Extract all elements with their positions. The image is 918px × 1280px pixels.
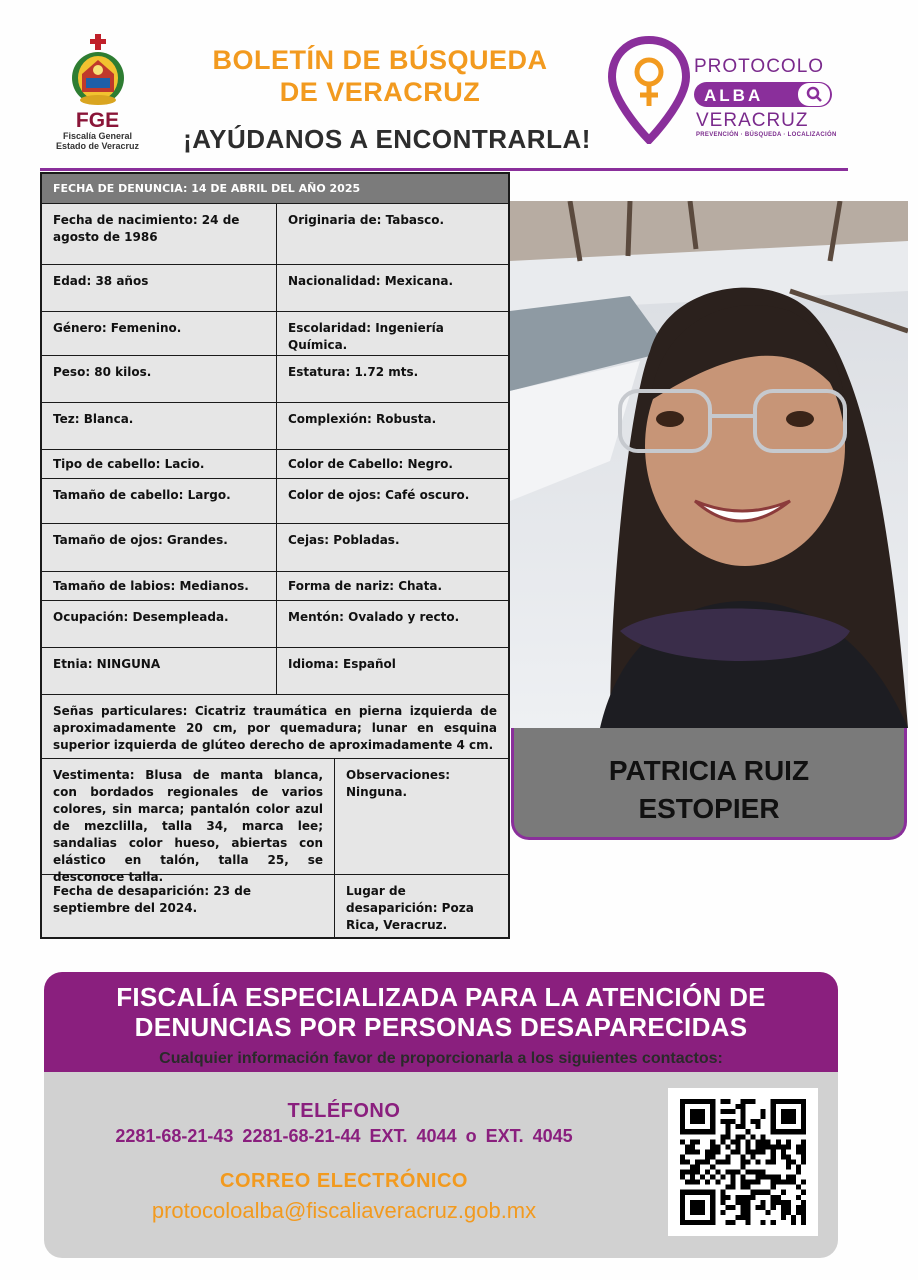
nationality-cell: Nacionalidad: Mexicana. — [288, 274, 454, 288]
table-row — [42, 695, 508, 759]
alba-protocolo-text: PROTOCOLO — [694, 56, 825, 77]
occupation-cell: Ocupación: Desempleada. — [42, 601, 277, 647]
table-row — [42, 265, 508, 312]
table-row — [42, 875, 508, 937]
alba-veracruz-text: VERACRUZ — [696, 110, 809, 131]
birth-date-cell: Fecha de nacimiento: 24 de agosto de 1986 — [42, 204, 277, 264]
missing-person-photo — [510, 201, 908, 728]
eyebrows-cell: Cejas: Pobladas. — [288, 533, 400, 547]
table-row — [42, 648, 508, 695]
skin-tone-cell: Tez: Blanca. — [42, 403, 277, 449]
person-name-box — [511, 728, 907, 840]
table-row — [42, 572, 508, 601]
lip-size-cell: Tamaño de labios: Medianos. — [42, 572, 277, 600]
agency-name-line-1: FISCALÍA ESPECIALIZADA PARA LA ATENCIÓN DE — [116, 982, 766, 1012]
qr-code[interactable] — [668, 1088, 818, 1236]
fge-name-line-2: Estado de Veracruz — [55, 141, 140, 151]
bulletin-title-line-1: BOLETÍN DE BÚSQUEDA — [212, 45, 548, 75]
education-cell: Escolaridad: Ingeniería Química. — [288, 321, 444, 352]
disappearance-place-cell: Lugar de desaparición: Poza Rica, Veracruz. — [346, 884, 474, 932]
report-date-header: FECHA DE DENUNCIA: 14 DE ABRIL DEL AÑO 2025 — [42, 174, 508, 204]
fge-name-line-1: Fiscalía General — [62, 131, 133, 141]
build-cell: Complexión: Robusta. — [288, 412, 437, 426]
table-row — [42, 450, 508, 479]
person-name-line-2: ESTOPIER — [638, 793, 780, 824]
eye-size-cell: Tamaño de ojos: Grandes. — [42, 524, 277, 571]
alba-tagline: PREVENCIÓN · BÚSQUEDA · LOCALIZACIÓN — [696, 132, 837, 138]
table-row — [42, 403, 508, 450]
bulletin-title — [160, 44, 600, 108]
hair-color-cell: Color de Cabello: Negro. — [288, 457, 453, 471]
table-row — [42, 759, 508, 884]
person-name-line-1: PATRICIA RUIZ — [608, 755, 810, 786]
search-icon — [798, 83, 830, 106]
qr-code-icon — [680, 1098, 806, 1226]
veracruz-coat-of-arms-icon — [70, 34, 126, 106]
hair-type-cell: Tipo de cabello: Lacio. — [42, 450, 277, 478]
protocolo-alba-logo — [608, 36, 848, 146]
fge-abbreviation: FGE — [75, 109, 120, 132]
person-details-table — [40, 172, 510, 939]
eye-color-cell: Color de ojos: Café oscuro. — [288, 488, 470, 502]
fge-logo — [50, 34, 145, 151]
phone-label: TELÉFONO — [287, 1100, 401, 1122]
gender-cell: Género: Femenino. — [42, 312, 277, 355]
alba-word: ALBA — [704, 86, 764, 105]
table-row — [42, 524, 508, 572]
portrait-illustration — [510, 201, 908, 728]
contact-instructions: Cualquier información favor de proporcionarla a los siguientes contactos: — [159, 1050, 723, 1067]
weight-cell: Peso: 80 kilos. — [42, 356, 277, 402]
alba-search-badge — [798, 83, 830, 106]
hair-length-cell: Tamaño de cabello: Largo. — [42, 479, 277, 523]
bulletin-subtitle: ¡AYÚDANOS A ENCONTRARLA! — [183, 124, 591, 154]
agency-name-line-2: DENUNCIAS POR PERSONAS DESAPARECIDAS — [134, 1012, 748, 1042]
clothing-cell: Vestimenta: Blusa de manta blanca, con bordados regionales de varios colores, sin marca; pantalón color azul de mezclilla, talla 34, marca lee; sandalias color hueso, abiertas con elástico en talón, talla 25, se desconoce talla. — [42, 759, 335, 874]
table-row — [42, 204, 508, 265]
table-row — [42, 312, 508, 356]
nose-shape-cell: Forma de nariz: Chata. — [288, 579, 443, 593]
language-cell: Idioma: Español — [288, 657, 396, 671]
observations-cell: Observaciones: Ninguna. — [346, 768, 451, 799]
origin-cell: Originaria de: Tabasco. — [288, 213, 445, 227]
ethnicity-cell: Etnia: NINGUNA — [42, 648, 277, 694]
chin-cell: Mentón: Ovalado y recto. — [288, 610, 460, 624]
person-name — [514, 752, 904, 828]
distinguishing-marks-cell: Señas particulares: Cicatriz traumática en pierna izquierda de aproximadamente 20 cm, por quemadura; lunar en esquina superior izquierda de glúteo derecho de aproximadamente 4 cm. — [53, 704, 497, 752]
bulletin-title-line-2: DE VERACRUZ — [279, 77, 481, 107]
table-row — [42, 479, 508, 524]
location-pin-female-icon — [608, 36, 690, 144]
disappearance-date-cell: Fecha de desaparición: 23 de septiembre del 2024. — [42, 875, 335, 937]
header-divider — [40, 168, 848, 171]
table-row — [42, 601, 508, 648]
phone-numbers[interactable]: 2281-68-21-43 2281-68-21-44 EXT. 4044 o EXT. 4045 — [115, 1126, 573, 1146]
height-cell: Estatura: 1.72 mts. — [288, 365, 419, 379]
agency-name — [44, 982, 838, 1042]
age-cell: Edad: 38 años — [42, 265, 277, 311]
agency-banner — [44, 972, 838, 1072]
email-address[interactable]: protocoloalba@fiscaliaveracruz.gob.mx — [151, 1198, 537, 1223]
table-row — [42, 356, 508, 403]
email-label: CORREO ELECTRÓNICO — [220, 1170, 468, 1192]
